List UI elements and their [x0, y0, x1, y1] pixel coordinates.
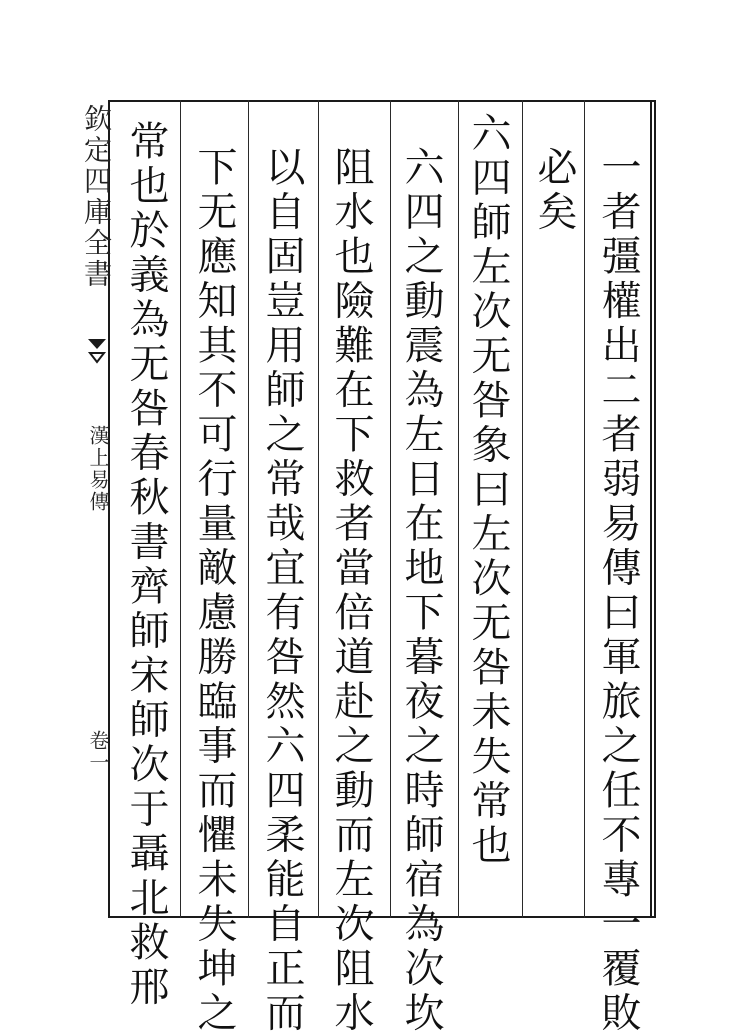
text-column-5: 阻水也險難在下救者當倍道赴之動而左次阻水 [328, 146, 374, 1036]
column-rule [522, 100, 523, 918]
text-column-2: 必矣 [531, 146, 577, 235]
fish-tail-mark-icon [86, 335, 108, 365]
text-column-8: 常也於義為无咎春秋書齊師宋師次于聶北救邢 [123, 120, 169, 1010]
column-rule [180, 100, 181, 918]
book-title: 漢上易傳 [86, 425, 110, 513]
column-rule [390, 100, 391, 918]
text-column-7: 下无應知其不可行量敵慮勝臨事而懼未失坤之 [191, 146, 237, 1036]
column-rule [248, 100, 249, 918]
column-rule [318, 100, 319, 918]
volume-number: 卷一 [86, 730, 110, 774]
text-column-6: 以自固豈用師之常哉宜有咎然六四柔能自正而 [259, 146, 305, 1036]
column-rule [458, 100, 459, 918]
collection-title: 欽定四庫全書 [80, 104, 113, 290]
text-column-4: 六四之動震為左日在地下暮夜之時師宿為次坎 [398, 146, 444, 1036]
border-inner-line [650, 100, 652, 918]
text-column-3: 六四師左次无咎象曰左次无咎未失常也 [465, 112, 511, 869]
column-rule [584, 100, 585, 918]
text-column-1: 一者彊權出二者弱易傳曰軍旅之任不專一覆敗 [595, 146, 641, 1036]
